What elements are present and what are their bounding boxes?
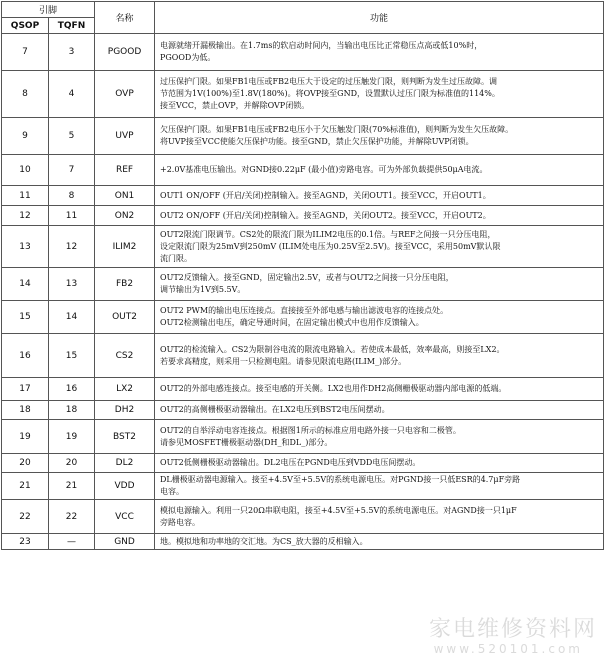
qsop-pin: 8: [2, 71, 49, 118]
tqfn-pin: 18: [49, 401, 95, 420]
pin-function: [155, 186, 604, 206]
qsop-pin: 20: [2, 454, 49, 473]
function-line: OUT2限流门限调节。CS2处的限流门限为ILIM2电压的0.1倍。与REF之间接一只分压电阻，: [160, 229, 496, 239]
table-row: [2, 155, 604, 186]
qsop-pin: 9: [2, 118, 49, 155]
watermark-text: 家电维修资料网: [428, 617, 597, 642]
qsop-pin: 10: [2, 155, 49, 186]
pin-function: [155, 155, 604, 186]
qsop-pin: 18: [2, 401, 49, 420]
function-line: PGOOD为低。: [160, 53, 216, 62]
function-line: 将UVP接至VCC使能欠压保护功能。接至GND，禁止欠压保护功能，并解除UVP闭锁。: [160, 137, 474, 146]
table-row: [2, 420, 604, 454]
pin-function: [155, 268, 604, 301]
function-line: OUT2 PWM的输出电压连接点。直接接至外部电感与输出滤波电容的连接点处。: [160, 306, 449, 315]
table-row: [2, 378, 604, 401]
pin-name: OVP: [95, 71, 155, 118]
pin-function: [155, 454, 604, 473]
table-row: [2, 500, 604, 534]
pin-function: [155, 500, 604, 534]
tqfn-header: TQFN: [49, 18, 95, 34]
pin-name: FB2: [95, 268, 155, 301]
function-line: +2.0V基准电压输出。对GND接0.22μF (最小值)旁路电容。可为外部负载提供50μA电流。: [160, 165, 488, 174]
function-line: 接至VCC，禁止OVP，并解除OVP闭锁。: [160, 101, 310, 110]
qsop-pin: 15: [2, 301, 49, 334]
function-line: 若要求高精度，则采用一只检测电阻。请参见限流电路(ILIM_)部分。: [160, 356, 407, 366]
table-row: [2, 454, 604, 473]
qsop-pin: 7: [2, 34, 49, 71]
pin-function: [155, 334, 604, 378]
qsop-pin: 21: [2, 473, 49, 500]
qsop-pin: 11: [2, 186, 49, 206]
qsop-header: QSOP: [2, 18, 49, 34]
pin-function: [155, 534, 604, 550]
function-line: 模拟电源输入。利用一只20Ω串联电阻，接至+4.5V至+5.5V的系统电源电压。对AGND接一只1μF: [160, 505, 517, 515]
pin-function: [155, 118, 604, 155]
qsop-pin: 19: [2, 420, 49, 454]
pin-name: UVP: [95, 118, 155, 155]
function-line: 流门限。: [160, 253, 193, 263]
tqfn-pin: 16: [49, 378, 95, 401]
tqfn-pin: 14: [49, 301, 95, 334]
pin-name: DL2: [95, 454, 155, 473]
table-row: [2, 401, 604, 420]
function-line: OUT2的自举浮动电容连接点。根据图1所示的标准应用电路外接一只电容和二极管。: [160, 425, 461, 435]
pin-function: [155, 71, 604, 118]
tqfn-pin: 8: [49, 186, 95, 206]
function-line: DL栅极驱动器电源输入。接至+4.5V至+5.5V的系统电源电压。对PGND接一只低ESR的4.7μF旁路: [160, 475, 521, 484]
function-line: OUT2的外部电感连接点。接至电感的开关侧。LX2也用作DH2高侧栅极驱动器内部电源的低端。: [160, 384, 507, 393]
pin-name: OUT2: [95, 301, 155, 334]
pin-name: VCC: [95, 500, 155, 534]
tqfn-pin: 11: [49, 206, 95, 226]
pin-function-table: [1, 1, 604, 550]
pin-function: [155, 34, 604, 71]
qsop-pin: 12: [2, 206, 49, 226]
table-row: [2, 206, 604, 226]
pin-name: ON2: [95, 206, 155, 226]
pin-name: LX2: [95, 378, 155, 401]
function-line: OUT2的检流输入。CS2为限制谷电流的限流电路输入。若使成本最低，效率最高，则接至LX2。: [160, 344, 505, 354]
pin-function: [155, 473, 604, 500]
qsop-pin: 17: [2, 378, 49, 401]
function-line: 电容。: [160, 487, 185, 496]
table-row: [2, 301, 604, 334]
pin-function: [155, 226, 604, 268]
pin-name: BST2: [95, 420, 155, 454]
table-row: [2, 71, 604, 118]
table-row: [2, 268, 604, 301]
qsop-pin: 22: [2, 500, 49, 534]
pin-name: GND: [95, 534, 155, 550]
qsop-pin: 16: [2, 334, 49, 378]
function-line: 调节输出为1V到5.5V。: [160, 285, 246, 294]
function-line: OUT2检测输出电压，确定导通时间，在固定输出模式中也用作反馈输入。: [160, 318, 424, 327]
pin-header: 引脚: [2, 2, 95, 18]
function-line: 设定限流门限为25mV到250mV (ILIM处电压为0.25V至2.5V)。接至VCC，采用50mV默认限: [160, 241, 501, 251]
table-row: [2, 226, 604, 268]
tqfn-pin: 15: [49, 334, 95, 378]
function-line: OUT2 ON/OFF (开启/关闭)控制输入。接至AGND，关闭OUT2。接至VCC，开启OUT2。: [160, 210, 491, 220]
function-line: 欠压保护门限。如果FB1电压或FB2电压小于欠压触发门限(70%标准值)，则判断为发生欠压故障。: [160, 125, 514, 134]
function-line: 电源就绪开漏极输出。在1.7ms的软启动时间内，当输出电压比正常稳压点高或低10%时，: [160, 41, 483, 50]
function-line: 节范围为1V(100%)至1.8V(180%)。将OVP接至GND，设置默认过压门限为标准值的114%。: [160, 89, 500, 98]
function-line: OUT2的高侧栅极驱动器输出。在LX2电压到BST2电压间摆动。: [160, 405, 390, 414]
pin-function: [155, 401, 604, 420]
function-header: 功能: [155, 2, 604, 34]
pin-function: [155, 378, 604, 401]
pin-name: ON1: [95, 186, 155, 206]
tqfn-pin: 4: [49, 71, 95, 118]
qsop-pin: 14: [2, 268, 49, 301]
tqfn-pin: 22: [49, 500, 95, 534]
function-line: 地。模拟地和功率地的交汇地。为CS_放大器的反相输入。: [160, 536, 368, 546]
function-line: OUT2低侧栅极驱动器输出。DL2电压在PGND电压到VDD电压间摆动。: [160, 458, 421, 467]
qsop-pin: 23: [2, 534, 49, 550]
tqfn-pin: 19: [49, 420, 95, 454]
function-line: 请参见MOSFET栅极驱动器(DH_和DL_)部分。: [160, 437, 333, 447]
table-row: [2, 186, 604, 206]
tqfn-pin: 3: [49, 34, 95, 71]
table-row: [2, 118, 604, 155]
pin-name: DH2: [95, 401, 155, 420]
table-row: [2, 534, 604, 550]
tqfn-pin: 13: [49, 268, 95, 301]
pin-function: [155, 206, 604, 226]
tqfn-pin: 5: [49, 118, 95, 155]
table-row: [2, 34, 604, 71]
tqfn-pin: 12: [49, 226, 95, 268]
tqfn-pin: 7: [49, 155, 95, 186]
function-line: OUT2反馈输入。接至GND，固定输出2.5V，或者与OUT2之间接一只分压电阻，: [160, 273, 454, 282]
pin-name: ILIM2: [95, 226, 155, 268]
function-line: 过压保护门限。如果FB1电压或FB2电压大于设定的过压触发门限，则判断为发生过压故障。调: [160, 77, 498, 86]
tqfn-pin: 20: [49, 454, 95, 473]
watermark-url: www.520101.com: [433, 642, 583, 656]
pin-name: VDD: [95, 473, 155, 500]
tqfn-pin: 21: [49, 473, 95, 500]
pin-function: [155, 301, 604, 334]
pin-name: REF: [95, 155, 155, 186]
pin-name: CS2: [95, 334, 155, 378]
function-line: OUT1 ON/OFF (开启/关闭)控制输入。接至AGND，关闭OUT1。接至VCC，开启OUT1。: [160, 190, 491, 200]
function-line: 旁路电容。: [160, 517, 201, 527]
pin-name: PGOOD: [95, 34, 155, 71]
table-row: [2, 334, 604, 378]
name-header: 名称: [95, 2, 155, 34]
pin-function: [155, 420, 604, 454]
qsop-pin: 13: [2, 226, 49, 268]
table-row: [2, 473, 604, 500]
tqfn-pin: —: [49, 534, 95, 550]
